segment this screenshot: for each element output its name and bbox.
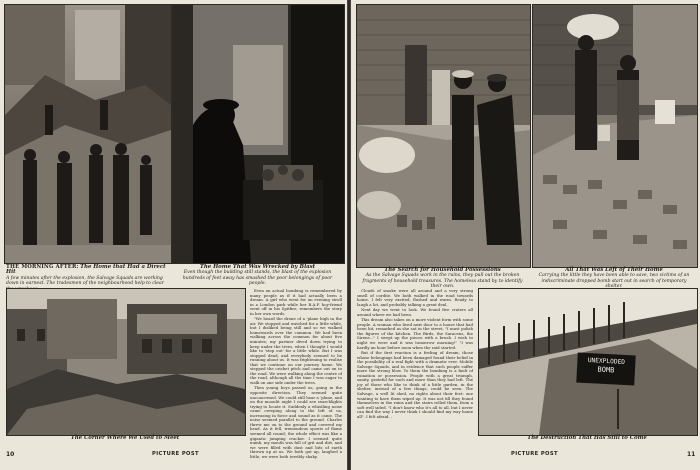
caption-title: All That Was Left of Their Home bbox=[565, 267, 663, 273]
sign-line-1: UNEXPLODED bbox=[587, 357, 626, 366]
caption-body: Even though the building still stands, the blast of the explosion hundreds of feet away has smashed the poor belongings of poor people. bbox=[182, 270, 333, 287]
page-number-left: 10 bbox=[6, 451, 15, 458]
caption-title: The Corner Where We Used to Meet bbox=[70, 435, 180, 441]
paragraph: Clouds of smoke were all around and a very strong smell of cordite. We both walked in the road towards home. I felt very excited, flushed and warm. Ready to laugh a lot, and probably talking a great deal. bbox=[357, 288, 473, 307]
paragraph: "We heard the drone of a 'plane high in the air. We stopped and watched for a little while, but I disliked being still and so we walked homewards over the common. We had been walking across the common for about five minutes; my partner dived down trying to keep under the trees, when I thought I would like to 'step out' for a little while. But I was stopped dead, and everybody seemed to be running about us. It was frightening to realise that we continue on our journey home. We stepped the cricket pitch and came out on to the road. We were walking along the centre of the road, although all the time I was eager to walk on one side under the trees. bbox=[250, 316, 342, 385]
unexploded-bomb-sign bbox=[576, 353, 635, 386]
paragraph: Then young boys passed us, going in the opposite direction. They seemed quite unconcerned. We could still hear a 'plane, and on the moonlit night I could see searchlights trying to locate it. Suddenly a whistling noise came creeping along to the left of us, increasing in force and sound as it came. The noise seemed parallel to the ground. Charles threw me on to the ground and covered my head. As it fell, tremendous spouts of flame seemed all round; the whole effect was like a gigantic jumping cracker. I seemed quite numb, my mouth was full of grit and dirt, and we were filled with dust and bits of earth thrown up at us. We both got up, laughed a little, we were both terribly shaky. bbox=[250, 385, 342, 459]
caption-wrecked-by-blast bbox=[174, 265, 341, 287]
folio-left: PICTURE POST bbox=[152, 451, 199, 457]
sign-line-2: BOMB bbox=[597, 365, 615, 375]
photo-morning-after bbox=[4, 4, 172, 264]
caption-title: The Destruction That Has Still to Come bbox=[527, 435, 647, 441]
paragraph: Next day we went to look. We found five craters all around where we had been. bbox=[357, 307, 473, 317]
right-page bbox=[351, 0, 700, 470]
caption-destruction bbox=[478, 436, 696, 441]
photo-household-possessions bbox=[356, 4, 531, 268]
photo-wrecked-by-blast bbox=[172, 4, 345, 264]
article-column-left bbox=[250, 288, 342, 459]
caption-body: As the Salvage Squads work in the ruins, they pull out the broken fragments of household treasures. The homeless stand by to identify their own. bbox=[362, 273, 523, 290]
caption-body: A few minutes after the explosion, the Salvage Squads are working down in earnest. The tradesmen of the neighbourhood help to clear bbox=[6, 275, 164, 287]
caption-lead: THE MORNING AFTER: bbox=[6, 264, 79, 270]
caption-body: Carrying the little they have been able to save, two victims of an indiscriminate dropped bomb start out in search of temporary shelter. bbox=[538, 273, 690, 290]
caption-all-that-was-left bbox=[534, 268, 694, 290]
photo-corner bbox=[6, 288, 246, 436]
caption-corner bbox=[6, 436, 244, 441]
article-column-right bbox=[357, 289, 473, 445]
caption-title: The Search for Household Possessions bbox=[384, 267, 501, 273]
left-page bbox=[0, 0, 347, 470]
paragraph: But if the first reaction is a feeling of dream, those whose belongings had been damaged found their belief in the possibility of a real fight with a dramatic ever. Mobile Salvage Squads, and in evidence that such people suffer more the strong blow. To them the bombing is a fault of ruination or possession. People with a great triumph, sanity, grateful for such and more than they had left. The joy of those who like to think of a little garden, in the shelter, instead of a few things, could be seen. The Salvage, a well lit shed, no rights about their feet: one wanting to have them wiped up. It was not till they found themselves in the ruins and the stairs rolled them, from a soft well sided. "I don't know who it's all to all, but I never can find the way I never think I should find my way home all". I felt afraid... bbox=[357, 350, 473, 419]
paragraph: Even an actual bombing is remembered by many people as if it had actually been a dream. A girl who went for an evening stroll in a London park while her R.A.F. boy-friend went off in his Spitfire, remembers the story in her own words. bbox=[250, 288, 342, 316]
page-number-right: 11 bbox=[687, 451, 696, 458]
caption-title: The Home That Was Wrecked by Blast bbox=[199, 264, 316, 270]
caption-title: The Home that Had a Direct Hit bbox=[6, 264, 166, 276]
folio-right: PICTURE POST bbox=[511, 451, 558, 457]
paragraph: This dream also takes on a more violent form with some people. A woman who lived next door to a house that had been hit, remarked as she sat in the street, "I must polish the figures of the kitchen. The Birds, the Saracens, the Sirens..." I swept up the pieces with a brush. I wish to night we were and it was tomorrow morning!" "I was hardly an hour before noon when the raid started. bbox=[357, 317, 473, 350]
caption-household-possessions bbox=[358, 268, 527, 290]
photo-all-that-was-left bbox=[532, 4, 698, 268]
